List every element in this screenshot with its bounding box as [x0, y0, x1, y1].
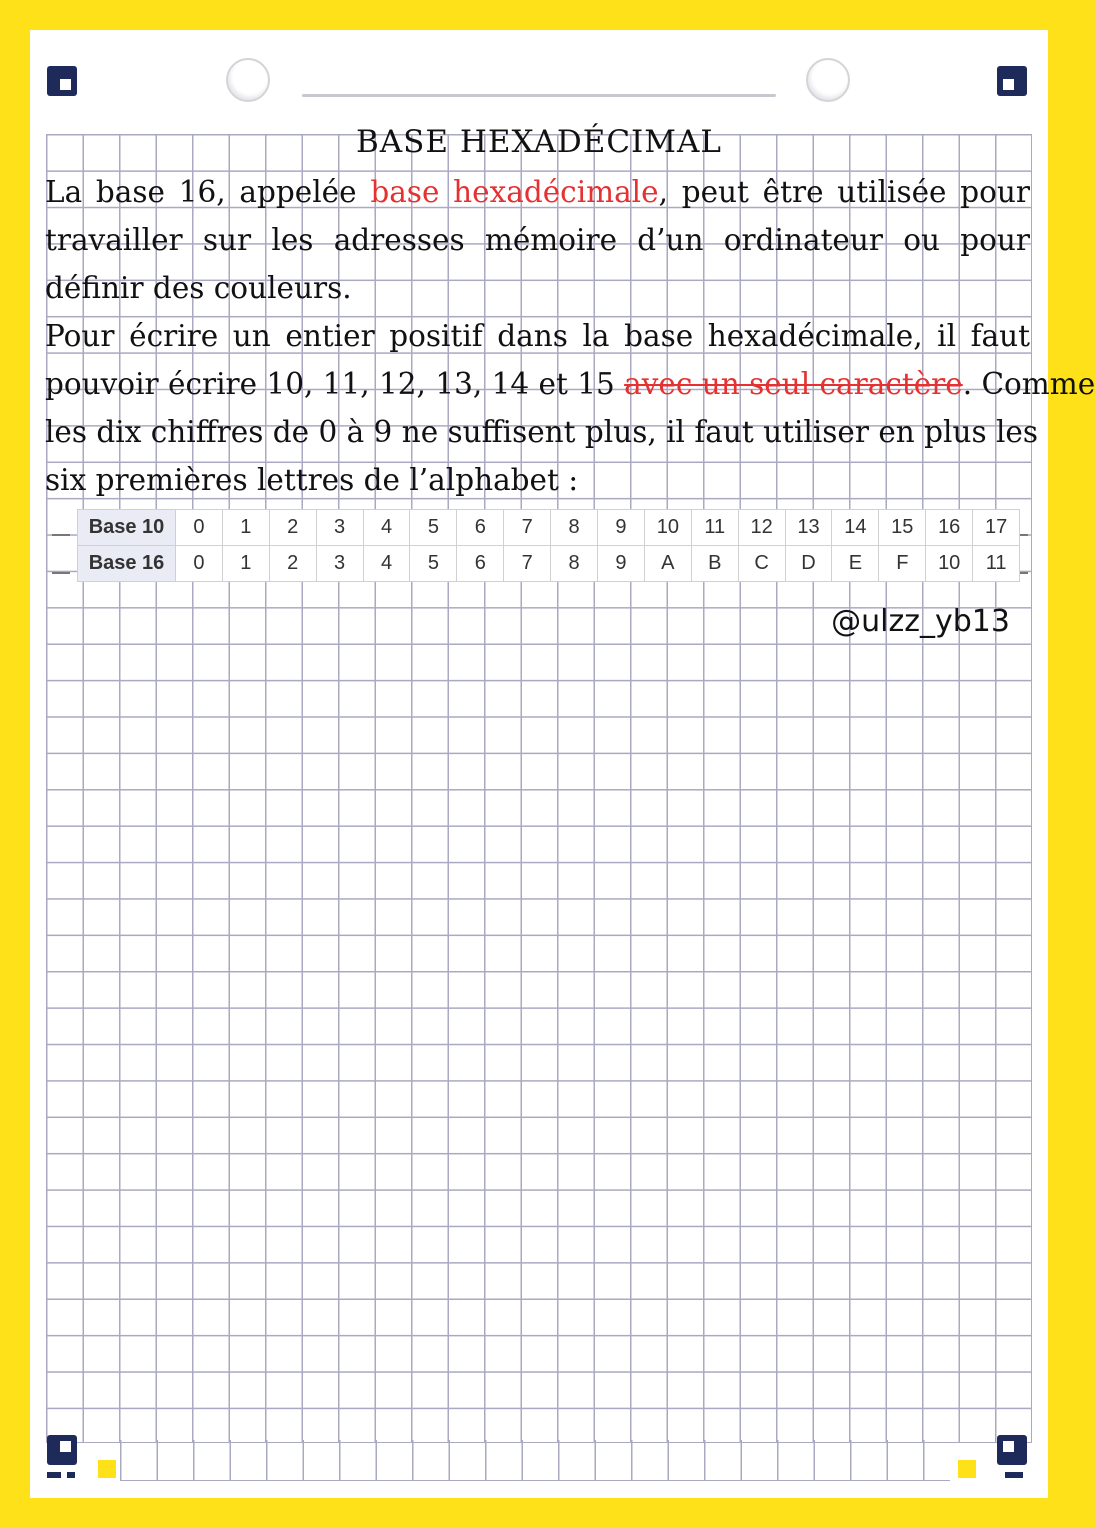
table-cell: 15: [879, 510, 926, 546]
table-dash: [52, 534, 70, 536]
table-cell: 8: [551, 510, 598, 546]
table-cell: 13: [785, 510, 832, 546]
table-cell: 6: [457, 510, 504, 546]
highlight-text: base hexadécimale: [370, 175, 659, 209]
text-span: . Comme: [962, 367, 1095, 401]
corner-bracket-top-left-icon: [47, 66, 77, 96]
table-cell: 7: [504, 546, 551, 582]
table-cell: 17: [973, 510, 1020, 546]
author-handle: @ulzz_yb13: [831, 604, 1010, 639]
table-cell: 9: [598, 546, 645, 582]
paragraph-line: [45, 168, 1030, 216]
table-cell: 10: [926, 546, 973, 582]
grid-paper-bottom: [120, 1440, 950, 1481]
row-header: Base 10: [78, 510, 176, 546]
paragraph-line: Pour écrire un entier positif dans la base hexadécimale, il faut: [45, 319, 1030, 353]
binder-hole-icon: [806, 58, 850, 102]
table-cell: D: [785, 546, 832, 582]
paragraph-line: les dix chiffres de 0 à 9 ne suffisent plus, il faut utiliser en plus les: [45, 415, 1039, 449]
table-cell: A: [644, 546, 691, 582]
table-cell: 11: [691, 510, 738, 546]
table-cell: 14: [832, 510, 879, 546]
table-row-base10: [78, 510, 1020, 546]
table-cell: C: [738, 546, 785, 582]
table-cell: 10: [644, 510, 691, 546]
table-cell: 1: [222, 546, 269, 582]
table-cell: 4: [363, 510, 410, 546]
row-header: Base 16: [78, 546, 176, 582]
table-cell: 7: [504, 510, 551, 546]
table-cell: 0: [176, 510, 223, 546]
title-line: [302, 94, 776, 97]
table-cell: 5: [410, 546, 457, 582]
corner-bracket-bottom-left-icon: [47, 1435, 77, 1465]
table-cell: 5: [410, 510, 457, 546]
corner-bracket-bottom-right-icon: [997, 1435, 1027, 1465]
table-dash: [52, 572, 70, 574]
table-cell: B: [691, 546, 738, 582]
base-conversion-table: [77, 509, 1020, 582]
table-cell: 4: [363, 546, 410, 582]
table-row-base16: [78, 546, 1020, 582]
table-cell: E: [832, 546, 879, 582]
table-cell: F: [879, 546, 926, 582]
table-cell: 8: [551, 546, 598, 582]
text-span: , peut être utilisée pour: [658, 175, 1030, 209]
table-cell: 3: [316, 546, 363, 582]
table-cell: 2: [269, 546, 316, 582]
table-cell: 6: [457, 546, 504, 582]
table-cell: 0: [176, 546, 223, 582]
notebook-page: [30, 30, 1095, 1498]
table-cell: 16: [926, 510, 973, 546]
table-cell: 3: [316, 510, 363, 546]
binder-hole-icon: [226, 58, 270, 102]
page-title: BASE HEXADÉCIMAL: [355, 124, 723, 160]
table-cell: 11: [973, 546, 1020, 582]
paragraph-line: six premières lettres de l’alphabet :: [45, 463, 579, 497]
table-cell: 1: [222, 510, 269, 546]
table-cell: 9: [598, 510, 645, 546]
yellow-square-icon: [958, 1460, 976, 1478]
text-span: pouvoir écrire 10, 11, 12, 13, 14 et 15: [45, 367, 625, 401]
text-span: La base 16, appelée: [45, 175, 371, 209]
corner-dash: [47, 1472, 61, 1478]
table-cell: 2: [269, 510, 316, 546]
paragraph-line: [45, 360, 1095, 408]
paragraph-line: travailler sur les adresses mémoire d’un ordinateur ou pour: [45, 223, 1030, 257]
highlight-text: avec un seul caractère: [624, 367, 963, 401]
corner-dash: [67, 1472, 75, 1478]
paragraph-line: définir des couleurs.: [45, 271, 352, 305]
table-cell: 12: [738, 510, 785, 546]
corner-dash: [1005, 1472, 1023, 1478]
yellow-square-icon: [98, 1460, 116, 1478]
corner-bracket-top-right-icon: [997, 66, 1027, 96]
